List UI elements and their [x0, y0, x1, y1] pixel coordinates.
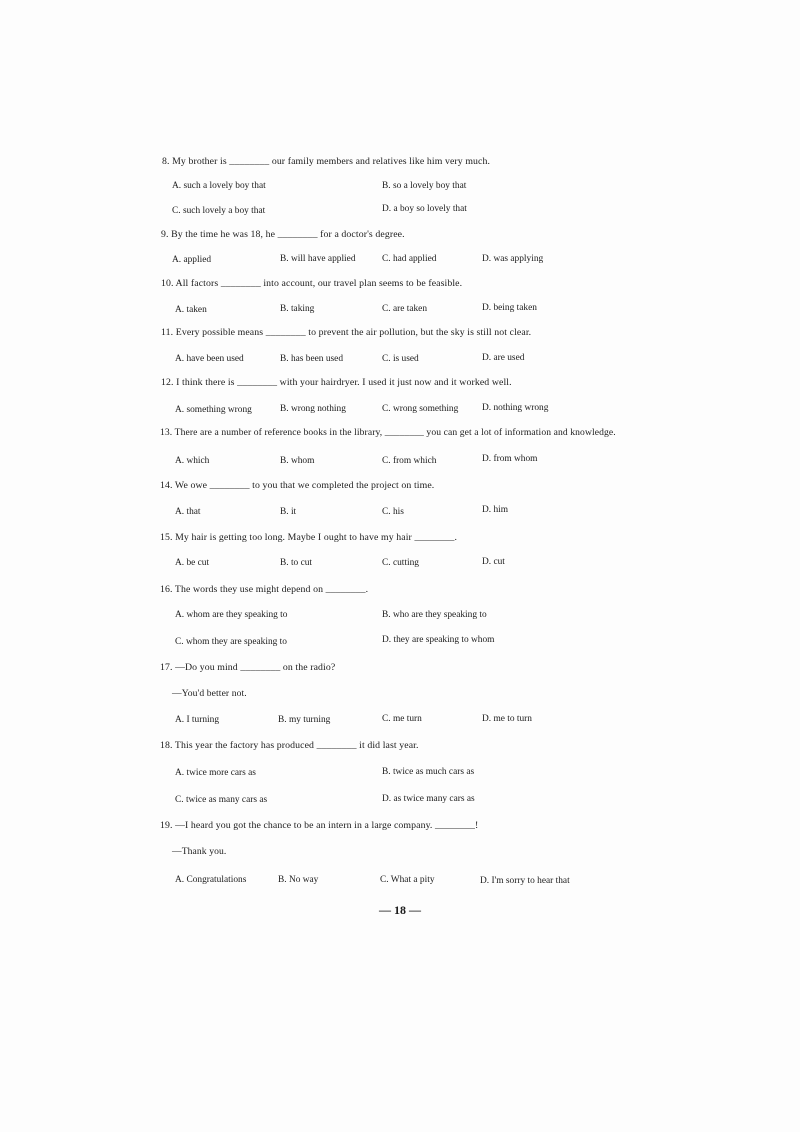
question-19-stem: 19. —I heard you got the chance to be an intern in a large company. ________! [160, 820, 479, 831]
question-8-option-c: C. such lovely a boy that [172, 206, 266, 216]
question-13-option-d: D. from whom [482, 454, 538, 464]
question-15-stem: 15. My hair is getting too long. Maybe I ought to have my hair ________. [160, 532, 457, 543]
question-18-option-c: C. twice as many cars as [175, 795, 268, 805]
question-11-option-a: A. have been used [175, 354, 244, 364]
question-16-stem: 16. The words they use might depend on ________. [160, 584, 369, 595]
question-18-option-d: D. as twice many cars as [382, 794, 475, 804]
question-14-stem: 14. We owe ________ to you that we completed the project on time. [160, 480, 435, 491]
question-13-option-a: A. which [175, 456, 210, 466]
question-8-option-a: A. such a lovely boy that [172, 181, 266, 191]
question-9-option-d: D. was applying [482, 254, 544, 264]
question-19-option-c: C. What a pity [380, 875, 435, 885]
question-10-option-c: C. are taken [382, 304, 428, 314]
question-14-option-d: D. him [482, 505, 509, 515]
question-18-option-a: A. twice more cars as [175, 768, 256, 778]
question-19-option-d: D. I'm sorry to hear that [480, 876, 570, 886]
question-17-stem: 17. —Do you mind ________ on the radio? [160, 662, 336, 673]
question-15-option-d: D. cut [482, 557, 505, 567]
question-16-option-a: A. whom are they speaking to [175, 610, 288, 620]
question-16-option-b: B. who are they speaking to [382, 610, 487, 620]
question-12-option-c: C. wrong something [382, 404, 459, 414]
question-14-option-a: A. that [175, 507, 201, 517]
question-10-option-b: B. taking [280, 304, 315, 314]
question-9-option-b: B. will have applied [280, 254, 356, 264]
question-9-option-a: A. applied [172, 255, 212, 265]
page-number: — 18 — [379, 903, 421, 917]
question-11-option-b: B. has been used [280, 354, 344, 364]
question-13-option-c: C. from which [382, 456, 437, 466]
question-13-stem: 13. There are a number of reference books in the library, ________ you can get a lot of information and knowledge. [160, 427, 616, 438]
question-10-option-d: D. being taken [482, 303, 537, 313]
question-9-stem: 9. By the time he was 18, he ________ for a doctor's degree. [161, 229, 405, 240]
question-17-reply: —You'd better not. [172, 688, 247, 699]
question-19-option-b: B. No way [278, 875, 319, 885]
question-17-option-d: D. me to turn [482, 714, 532, 724]
question-14-option-b: B. it [280, 507, 297, 517]
question-9-option-c: C. had applied [382, 254, 437, 264]
question-14-option-c: C. his [382, 507, 404, 517]
question-11-stem: 11. Every possible means ________ to prevent the air pollution, but the sky is still not clear. [161, 327, 532, 338]
question-17-option-a: A. I turning [175, 715, 220, 725]
question-8-stem: 8. My brother is ________ our family members and relatives like him very much. [162, 156, 491, 167]
question-11-option-d: D. are used [482, 353, 525, 363]
question-18-option-b: B. twice as much cars as [382, 767, 475, 777]
question-19-option-a: A. Congratulations [175, 875, 247, 885]
question-15-option-c: C. cutting [382, 558, 419, 568]
question-15-option-a: A. be cut [175, 558, 210, 568]
question-8-option-d: D. a boy so lovely that [382, 204, 467, 214]
question-12-option-d: D. nothing wrong [482, 403, 549, 413]
question-10-option-a: A. taken [175, 305, 207, 315]
question-15-option-b: B. to cut [280, 558, 313, 568]
question-10-stem: 10. All factors ________ into account, our travel plan seems to be feasible. [161, 278, 463, 289]
question-16-option-d: D. they are speaking to whom [382, 635, 495, 645]
question-19-reply: —Thank you. [172, 846, 227, 857]
question-17-option-b: B. my turning [278, 715, 331, 725]
question-17-option-c: C. me turn [382, 714, 422, 724]
question-16-option-c: C. whom they are speaking to [175, 637, 287, 647]
question-8-option-b: B. so a lovely boy that [382, 181, 467, 191]
question-11-option-c: C. is used [382, 354, 419, 364]
question-12-stem: 12. I think there is ________ with your hairdryer. I used it just now and it worked well. [161, 377, 512, 388]
question-13-option-b: B. whom [280, 456, 315, 466]
question-12-option-a: A. something wrong [175, 405, 252, 415]
question-18-stem: 18. This year the factory has produced ________ it did last year. [160, 740, 419, 751]
question-12-option-b: B. wrong nothing [280, 404, 346, 414]
